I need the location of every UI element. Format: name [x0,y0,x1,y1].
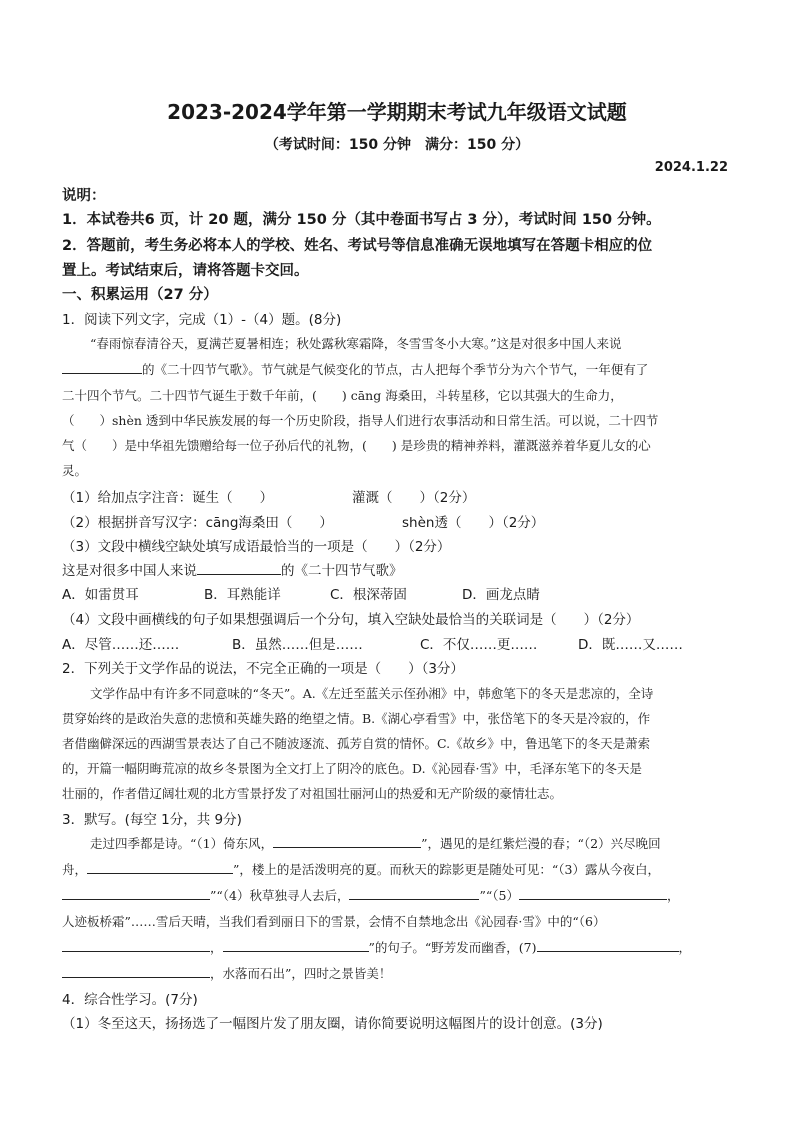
q3-line-3-b: ”“（4）秋草独寻人去后， [210,888,350,903]
q3-line-5-c: ”的句子。“野芳发而幽香，(7) [368,940,537,955]
q1-stem: 1．阅读下列文字，完成（1）-（4）题。(8分) [62,312,342,328]
q2-stem: 2．下列关于文学作品的说法，不完全正确的一项是（ ）（3分） [62,661,464,677]
q1-sub3-option-c[interactable]: C．根深蒂固 [330,587,407,603]
q1-sub3-option-b[interactable]: B．耳熟能详 [204,587,281,603]
q3-line-5-b: ， [210,940,223,955]
q1-sub3-option-d[interactable]: D．画龙点睛 [462,587,540,603]
q1-sub3-sentence-a: 这是对很多中国人来说 [62,563,197,579]
q1-sub3-sentence-b: 的《二十四节气歌》 [281,563,403,579]
q1-sub1-b: 灌溉（ ）（2分） [352,490,476,506]
q3-blank-7a[interactable] [537,939,679,952]
q1-sub1-a: （1）给加点字注音：诞生（ ） [62,490,274,506]
q3-line-1-b: ”，遇见的是红紫烂漫的春；“（2）兴尽晚回 [421,836,661,851]
q3-line-3-d: ， [666,888,680,903]
instruction-item-2a: 2．答题前，考生务必将本人的学校、姓名、考试号等信息准确无误地填写在答题卡相应的位 [62,238,653,254]
q3-line-1-a: 走过四季都是诗。“（1）倚东风， [90,836,274,851]
section-1-title: 一、积累运用（27 分） [62,287,218,303]
q1-sub4-option-b[interactable]: B．虽然……但是…… [232,637,363,653]
q1-sub4: （4）文段中画横线的句子如果想强调后一个分句，填入空缺处最恰当的关联词是（ ）（2分） [62,612,640,628]
q3-blank-6a[interactable] [62,939,210,952]
q3-line-2-b: ”，楼上的是活泼明亮的夏。而秋天的踪影更是随处可见：“（3）露从今夜白， [233,862,661,877]
q1-sub4-option-c[interactable]: C．不仅……更…… [420,637,538,653]
q1-sub4-option-a[interactable]: A．尽管……还…… [62,637,180,653]
q1-sub3-option-a[interactable]: A．如雷贯耳 [62,587,139,603]
q4-stem: 4．综合性学习。(7分) [62,992,198,1008]
q2-passage-line-2: 贯穿始终的是政治失意的悲愤和英雄失路的绝望之情。B.《湖心亭看雪》中，张岱笔下的冬天是冷寂的，作 [62,711,651,726]
q3-blank-6b[interactable] [223,939,369,952]
q3-blank-1[interactable] [273,835,421,848]
q2-passage-line-1: 文学作品中有许多不同意味的“冬天”。A.《左迁至蓝关示侄孙湘》中，韩愈笔下的冬天是悲凉的，全诗 [90,686,654,701]
q3-line-3-c: ”“（5） [479,888,519,903]
q1-sub2-a: （2）根据拼音写汉字：cāng海桑田（ ） [62,515,333,531]
q1-sub3-sentence [62,559,403,579]
q1-sub3: （3）文段中横线空缺处填写成语最恰当的一项是（ ）（2分） [62,539,451,555]
q3-line-6 [62,964,391,982]
q3-stem: 3．默写。(每空 1分，共 9分) [62,812,242,828]
exam-title: 2023-2024学年第一学期期末考试九年级语文试题 [167,100,627,124]
q1-passage-line-6: 灵。 [62,463,88,478]
q3-line-2 [62,860,660,878]
q1-passage-line-1: “春雨惊春清谷天，夏满芒夏暑相连；秋处露秋寒霜降，冬雪雪冬小大寒。”这是对很多中国人来说 [90,336,622,351]
q3-blank-7b[interactable] [62,965,210,978]
q1-sub3-blank[interactable] [197,562,281,575]
q3-line-3 [62,886,679,904]
exam-date: 2024.1.22 [654,160,728,175]
q3-line-1 [90,834,661,852]
q1-passage-line-2 [62,360,648,378]
q2-passage-line-3: 者借幽僻深远的西湖雪景表达了自己不随波逐流、孤芳自赏的情怀。C.《故乡》中，鲁迅笔下的冬天是萧索 [62,736,651,751]
instruction-item-2b: 置上。考试结束后，请将答题卡交回。 [62,263,309,279]
q3-line-4: 人迹板桥霜”……雪后天晴，当我们看到丽日下的雪景，会情不自禁地念出《沁园春·雪》中的“（6） [62,914,606,929]
q1-passage-line-3: 二十四个节气。二十四节气诞生于数千年前，( ) cāng 海桑田，斗转星移，它以其强大的生命力， [62,388,623,403]
q3-line-5 [62,938,691,956]
q1-sub4-option-d[interactable]: D．既……又…… [578,637,683,653]
q2-passage-line-4: 的，开篇一幅阴晦荒凉的故乡冬景图为全文打上了阴冷的底色。D.《沁园春·雪》中，毛泽东笔下的冬天是 [62,761,643,776]
q1-passage-line-4: （ ）shèn 透到中华民族发展的每一个历史阶段，指导人们进行农事活动和日常生活。可以说，二十四节 [62,413,659,428]
q1-idiom-blank[interactable] [62,361,142,374]
q3-line-5-d: ， [678,940,692,955]
q3-blank-4[interactable] [349,887,479,900]
q4-sub1: （1）冬至这天，扬扬选了一幅图片发了朋友圈，请你简要说明这幅图片的设计创意。(3分) [62,1016,603,1032]
instruction-item-1: 1．本试卷共6 页，计 20 题，满分 150 分（其中卷面书写占 3 分），考试时间 150 分钟。 [62,212,661,228]
q1-passage-line-5: 气（ ）是中华祖先馈赠给每一位子孙后代的礼物，( ) 是珍贵的精神养料，灌溉滋养着华夏儿女的心 [62,438,651,453]
instructions-label: 说明： [62,188,106,204]
q2-passage-line-5: 壮丽的，作者借辽阔壮观的北方雪景抒发了对祖国壮丽河山的热爱和无产阶级的豪情壮志。 [62,786,563,801]
q1-passage-line-2-text: 的《二十四节气歌》。节气就是气候变化的节点，古人把每个季节分为六个节气，一年便有了 [142,362,649,377]
q3-blank-5[interactable] [519,887,667,900]
q3-blank-3[interactable] [62,887,210,900]
q3-blank-2[interactable] [87,861,233,874]
q3-line-6-b: ，水落而石出”，四时之景皆美！ [210,966,392,981]
q1-sub2-b: shèn透（ ）（2分） [402,515,545,531]
exam-subtitle: （考试时间：150 分钟 满分：150 分） [264,137,530,153]
q3-line-2-a: 舟， [62,862,88,877]
